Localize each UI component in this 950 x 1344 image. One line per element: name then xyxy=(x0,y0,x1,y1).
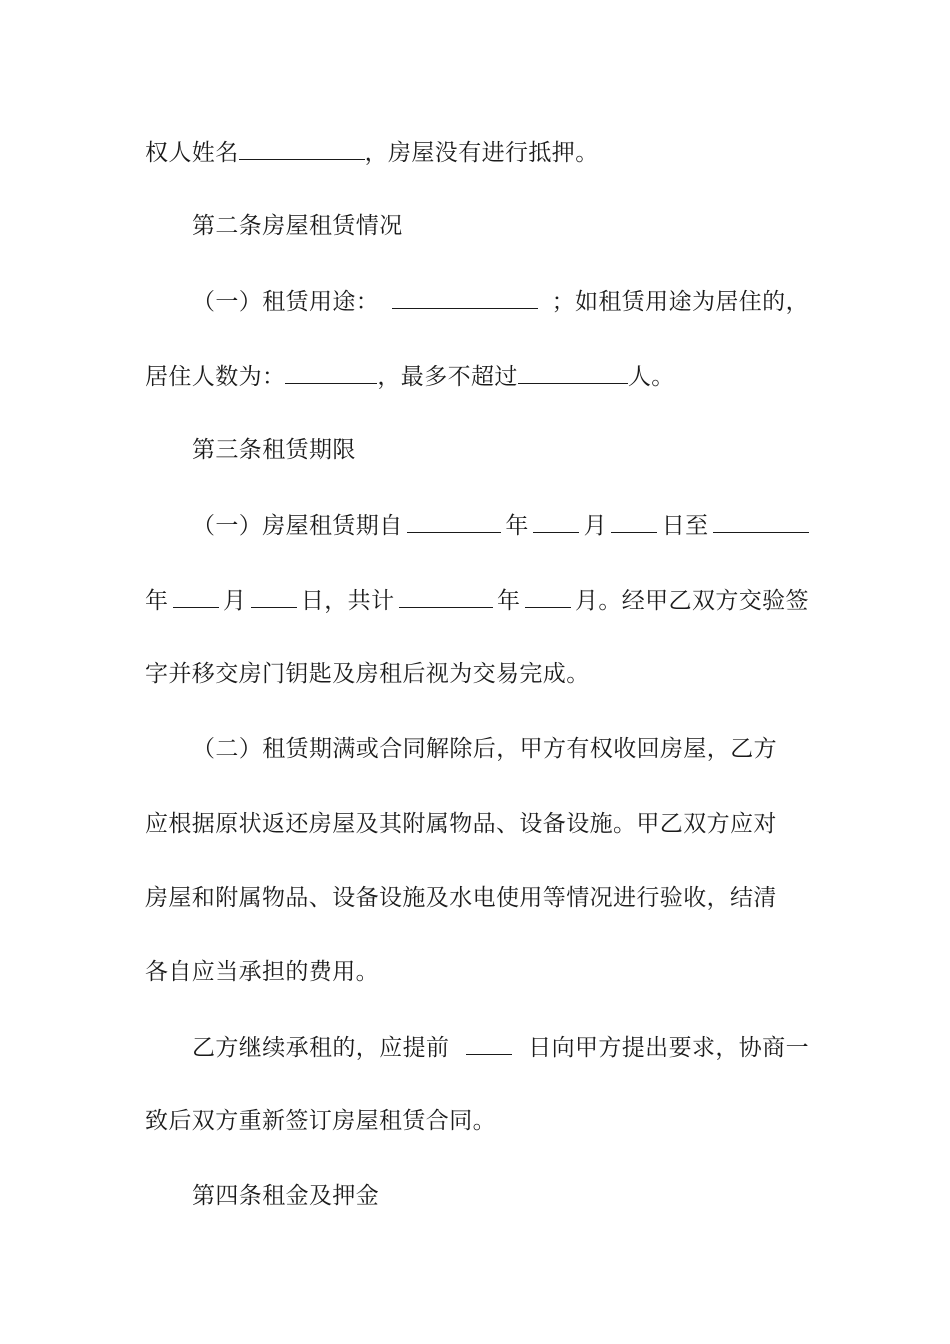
renewal-notice-line xyxy=(192,1032,809,1062)
text-segment: ，最多不超过 xyxy=(377,364,518,390)
start-day-blank xyxy=(611,510,657,533)
lease-purpose-line xyxy=(192,286,809,316)
lease-period-line xyxy=(192,510,809,540)
lease-period-line-2 xyxy=(145,585,809,615)
paragraph-line: （二）租赁期满或合同解除后，甲方有权收回房屋，乙方 xyxy=(192,736,777,762)
total-years-blank xyxy=(399,585,493,608)
text-segment: 年 xyxy=(505,513,529,539)
end-month-blank xyxy=(173,585,219,608)
end-year-blank xyxy=(713,510,809,533)
text-segment: 日至 xyxy=(661,513,709,539)
occupants-line xyxy=(145,361,809,391)
paragraph-line: 字并移交房门钥匙及房租后视为交易完成。 xyxy=(145,661,590,687)
text-segment: （一）房屋租赁期自 xyxy=(192,513,403,539)
text-segment: （一）租赁用途： xyxy=(192,289,380,315)
owner-name-line xyxy=(145,137,809,167)
total-months-blank xyxy=(525,585,571,608)
max-occupants-blank xyxy=(518,361,628,384)
article-2-heading: 第二条房屋租赁情况 xyxy=(192,213,403,239)
paragraph-line: 各自应当承担的费用。 xyxy=(145,959,379,985)
text-segment: 日向甲方提出要求，协商一 xyxy=(528,1035,809,1061)
occupants-blank xyxy=(285,361,377,384)
start-month-blank xyxy=(533,510,579,533)
notice-days-blank xyxy=(466,1032,512,1055)
text-segment: 权人姓名 xyxy=(145,140,239,166)
paragraph-line: 应根据原状返还房屋及其附属物品、设备设施。甲乙双方应对 xyxy=(145,811,777,837)
text-segment: 乙方继续承租的，应提前 xyxy=(192,1035,450,1061)
paragraph-line: 致后双方重新签订房屋租赁合同。 xyxy=(145,1108,496,1134)
text-segment: 月。经甲乙双方交验签 xyxy=(574,588,809,614)
text-segment: 居住人数为： xyxy=(145,364,286,390)
text-segment: 日，共计 xyxy=(300,588,395,614)
text-segment: ，房屋没有进行抵押。 xyxy=(364,140,599,166)
text-segment: 人。 xyxy=(627,364,675,390)
start-year-blank xyxy=(407,510,501,533)
end-day-blank xyxy=(251,585,297,608)
paragraph-line: 房屋和附属物品、设备设施及水电使用等情况进行验收，结清 xyxy=(145,885,777,911)
article-3-heading: 第三条租赁期限 xyxy=(192,437,356,463)
lease-purpose-blank xyxy=(392,286,538,309)
article-4-heading: 第四条租金及押金 xyxy=(192,1183,380,1209)
text-segment: 月 xyxy=(222,588,247,614)
text-segment: ；如租赁用途为居住的， xyxy=(551,289,809,315)
text-segment: 月 xyxy=(583,513,607,539)
owner-name-blank xyxy=(239,137,365,160)
text-segment: 年 xyxy=(145,588,169,614)
text-segment: 年 xyxy=(497,588,521,614)
